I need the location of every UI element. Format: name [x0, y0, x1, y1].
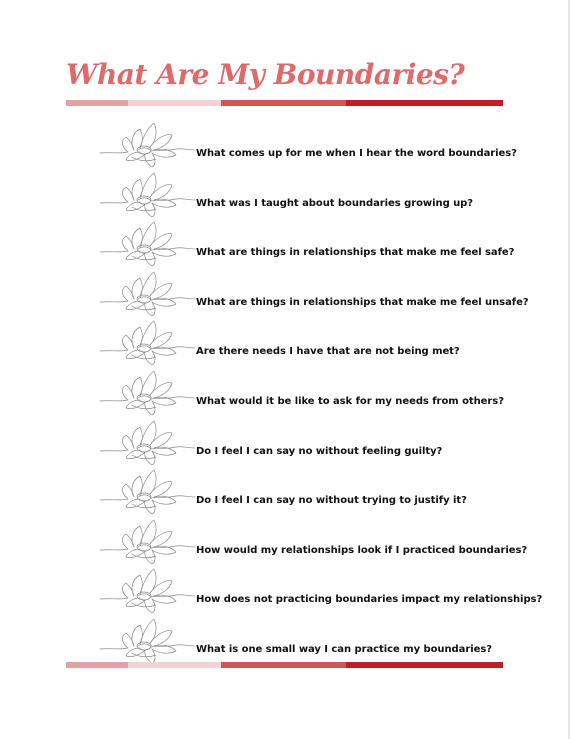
- flower-icon: [98, 464, 196, 514]
- question-text: What comes up for me when I hear the word boundaries?: [196, 148, 517, 159]
- flower-icon: [98, 167, 196, 217]
- question-text: Are there needs I have that are not being met?: [196, 346, 460, 358]
- flower-icon: [98, 563, 196, 613]
- question-text: What is one small way I can practice my boundaries?: [196, 644, 492, 655]
- question-text: What would it be like to ask for my needs from others?: [196, 396, 504, 407]
- bar-segment: [66, 100, 128, 106]
- bar-segment: [128, 662, 221, 668]
- flower-icon: [98, 613, 196, 663]
- question-text: What was I taught about boundaries growing up?: [196, 197, 474, 209]
- question-text: How would my relationships look if I practiced boundaries?: [196, 544, 528, 556]
- bar-segment: [128, 100, 221, 106]
- flower-icon: [98, 266, 196, 316]
- bar-segment: [346, 100, 503, 106]
- flower-icon: [98, 216, 196, 266]
- page-title: What Are My Boundaries?: [66, 58, 465, 91]
- question-text: Do I feel I can say no without trying to justify it?: [196, 495, 467, 507]
- bar-segment: [221, 100, 346, 106]
- question-row: [98, 644, 518, 701]
- flower-icon: [98, 315, 196, 365]
- bar-segment: [346, 662, 503, 668]
- question-text: Do I feel I can say no without feeling guilty?: [196, 445, 443, 457]
- question-text: What are things in relationships that make me feel unsafe?: [196, 296, 529, 308]
- flower-icon: [98, 365, 196, 415]
- flower-icon: [98, 415, 196, 465]
- top-color-bar: [66, 100, 503, 106]
- bar-segment: [221, 662, 346, 668]
- question-text: How does not practicing boundaries impact my relationships?: [196, 594, 543, 606]
- flower-icon: [98, 117, 196, 167]
- bar-segment: [66, 662, 128, 668]
- flower-icon: [98, 514, 196, 564]
- question-text: What are things in relationships that make me feel safe?: [196, 247, 515, 259]
- bottom-color-bar: [66, 662, 503, 668]
